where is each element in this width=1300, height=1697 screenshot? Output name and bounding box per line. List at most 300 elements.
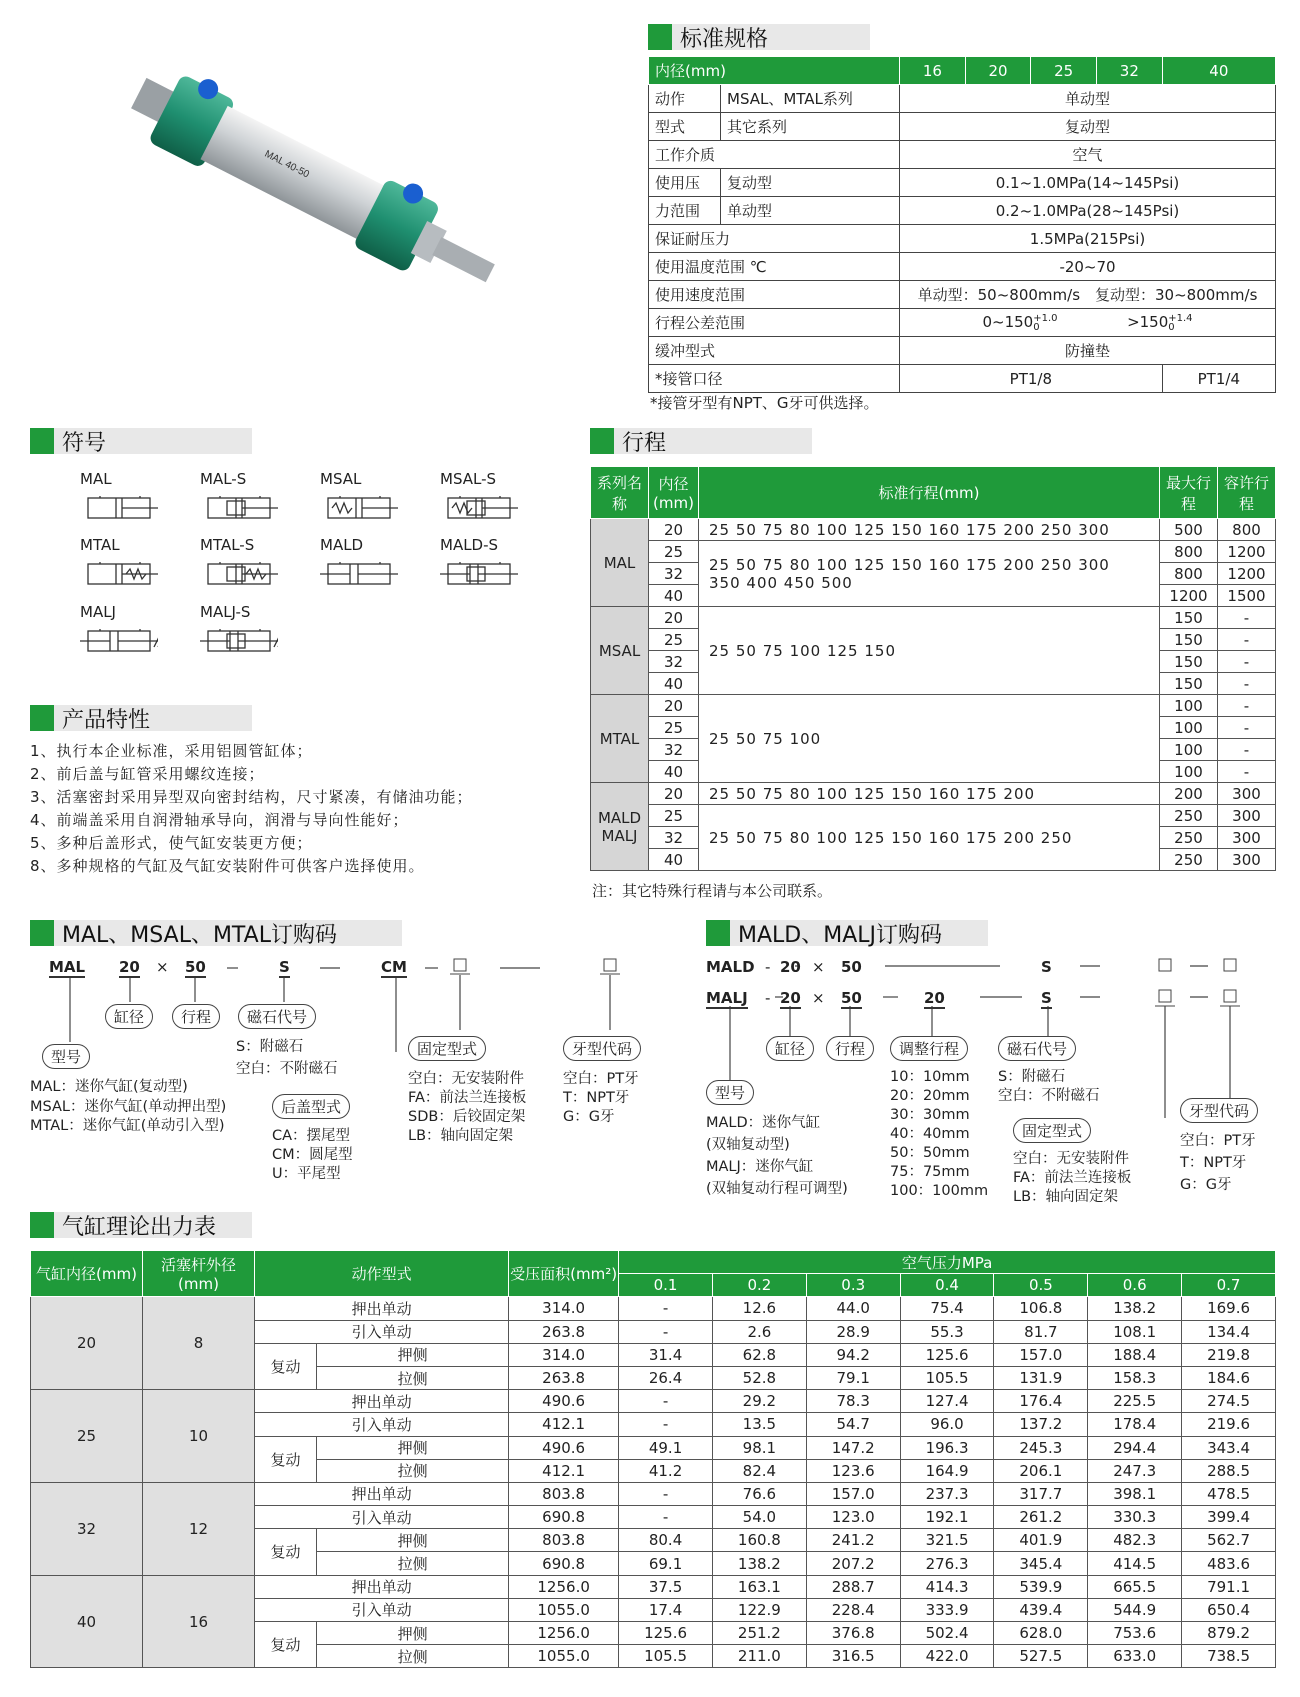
force-action: 引入单动: [255, 1506, 509, 1529]
force-action: 复动: [255, 1436, 317, 1482]
force-value: 539.9: [994, 1575, 1088, 1598]
stroke-bore: 32: [649, 563, 699, 585]
force-bore: 20: [31, 1297, 143, 1390]
stroke-bore: 32: [649, 651, 699, 673]
order1-stroke-oval: 行程: [172, 1004, 220, 1029]
order1-mag-oval: 磁石代号: [238, 1004, 316, 1029]
force-value: 422.0: [900, 1645, 994, 1668]
force-value: 147.2: [806, 1436, 900, 1459]
list-item: MALJ：迷你气缸: [706, 1159, 814, 1175]
stroke-allow: -: [1218, 673, 1276, 695]
order1-code-s: S: [279, 958, 290, 976]
features-section-header: [30, 705, 252, 731]
force-value: 803.8: [509, 1529, 619, 1552]
force-pressure: 0.4: [900, 1274, 994, 1297]
force-value: 81.7: [994, 1320, 1088, 1343]
force-bore: 40: [31, 1575, 143, 1668]
force-value: 105.5: [619, 1645, 713, 1668]
stroke-standard: [699, 805, 1160, 871]
force-value: 241.2: [806, 1529, 900, 1552]
force-value: -: [619, 1297, 713, 1320]
force-value: 31.4: [619, 1343, 713, 1366]
force-h-pressure: 空气压力MPa: [619, 1251, 1276, 1274]
pressure-label: 使用压: [649, 169, 721, 197]
force-action: 押出单动: [255, 1482, 509, 1505]
force-value: 345.4: [994, 1552, 1088, 1575]
tol-b-sup: +1.4: [1168, 312, 1193, 324]
force-value: 237.3: [900, 1482, 994, 1505]
stroke-allow: 300: [1218, 827, 1276, 849]
symbol-label: MSAL-S: [440, 470, 497, 488]
force-h-bore: 气缸内径(mm): [31, 1251, 143, 1297]
green-marker-icon: [706, 920, 730, 946]
force-value: -: [619, 1320, 713, 1343]
stroke-series-name: MALD MALJ: [591, 783, 649, 871]
force-value: 316.5: [806, 1645, 900, 1668]
feature-item: 5、多种后盖形式，使气缸安装更方便；: [30, 834, 313, 852]
cylinder-symbol-icon: [440, 492, 518, 522]
force-value: 169.6: [1182, 1297, 1276, 1320]
list-item: MALD：迷你气缸: [706, 1115, 821, 1131]
stroke-bore: 25: [649, 717, 699, 739]
stroke-allow: -: [1218, 739, 1276, 761]
force-value: 196.3: [900, 1436, 994, 1459]
stroke-allow: 300: [1218, 783, 1276, 805]
symbol-label: MALD: [320, 536, 364, 554]
tol-a: 0~150: [982, 313, 1034, 332]
force-value: 791.1: [1182, 1575, 1276, 1598]
force-value: 690.8: [509, 1552, 619, 1575]
force-pressure: 0.1: [619, 1274, 713, 1297]
order2-stroke-oval: 行程: [826, 1036, 874, 1061]
green-marker-icon: [30, 705, 54, 731]
force-value: 261.2: [994, 1506, 1088, 1529]
order2-code2-model: MALJ: [706, 989, 748, 1007]
list-item: (双轴复动型): [706, 1137, 790, 1153]
order1-code-cm: CM: [381, 958, 407, 976]
stroke-standard: 25 50 75 100: [699, 695, 1160, 783]
list-item: 10：10mm: [890, 1069, 970, 1085]
medium-value: 空气: [900, 141, 1276, 169]
force-value: 219.8: [1182, 1343, 1276, 1366]
force-value: 125.6: [900, 1343, 994, 1366]
order1-fix-lb: LB：轴向固定架: [408, 1128, 514, 1144]
product-label: MAL 40-50: [262, 148, 311, 181]
stroke-h-bore: 内径(mm): [649, 467, 699, 519]
spec-section-header: [648, 24, 870, 50]
cylinder-symbol-icon: [200, 558, 278, 588]
tol-a-sub: 0: [1033, 321, 1040, 333]
proof-label: 保证耐压力: [649, 225, 900, 253]
stroke-max: 200: [1160, 783, 1218, 805]
green-marker-icon: [30, 920, 54, 946]
order1-thread-oval: 牙型代码: [563, 1036, 641, 1061]
stroke-max: 250: [1160, 849, 1218, 871]
force-value: 75.4: [900, 1297, 994, 1320]
cushion-value: 防撞垫: [900, 337, 1276, 365]
force-value: 2.6: [712, 1320, 806, 1343]
force-value: 314.0: [509, 1343, 619, 1366]
spec-note: *接管牙型有NPT、G牙可供选择。: [650, 394, 879, 412]
order1-fix-oval: 固定型式: [408, 1036, 486, 1061]
pressure-label-2: 力范围: [649, 197, 721, 225]
force-value: 69.1: [619, 1552, 713, 1575]
order2-mag-s: S：附磁石: [998, 1069, 1066, 1085]
order2-adj-oval: 调整行程: [890, 1036, 968, 1061]
force-value: 54.0: [712, 1506, 806, 1529]
stroke-max: 500: [1160, 519, 1218, 541]
tol-b: >150: [1127, 313, 1169, 332]
list-item: (双轴复动行程可调型): [706, 1181, 848, 1197]
force-value: -: [619, 1482, 713, 1505]
order1-th-pt: 空白：PT牙: [563, 1071, 639, 1087]
cylinder-product-image: [100, 70, 540, 330]
stroke-standard-line: 25 50 75 80 100 125 150 160 175 200: [709, 784, 1036, 803]
force-value: 29.2: [712, 1390, 806, 1413]
force-value: 41.2: [619, 1459, 713, 1482]
stroke-max: 100: [1160, 695, 1218, 717]
port-label: *接管口径: [649, 365, 900, 393]
symbols-title: 符号: [62, 430, 107, 456]
force-value: 343.4: [1182, 1436, 1276, 1459]
force-value: 127.4: [900, 1390, 994, 1413]
force-value: 94.2: [806, 1343, 900, 1366]
list-item: 50：50mm: [890, 1145, 970, 1161]
order2-code2-adj: 20: [924, 989, 945, 1007]
force-value: 207.2: [806, 1552, 900, 1575]
order1-type-mtal: MTAL：迷你气缸(单动引入型): [30, 1118, 225, 1134]
force-value: 122.9: [712, 1598, 806, 1621]
bore-16: 16: [900, 57, 966, 85]
feature-item: 1、执行本企业标准，采用铝圆管缸体；: [30, 742, 313, 760]
order2-mag-oval: 磁石代号: [998, 1036, 1076, 1061]
force-value: 138.2: [712, 1552, 806, 1575]
force-value: 44.0: [806, 1297, 900, 1320]
stroke-standard: 25 50 75 100 125 150: [699, 607, 1160, 695]
order1-th-g: G：G牙: [563, 1109, 615, 1125]
order1-fix-blank: 空白：无安装附件: [408, 1071, 524, 1087]
green-marker-icon: [30, 428, 54, 454]
force-side: 拉侧: [317, 1552, 509, 1575]
force-value: 399.4: [1182, 1506, 1276, 1529]
stroke-allow: 300: [1218, 849, 1276, 871]
tolerance-value: [900, 309, 1276, 337]
feature-item: 3、活塞密封采用异型双向密封结构，尺寸紧凑，有储油功能；: [30, 788, 473, 806]
stroke-max: 150: [1160, 673, 1218, 695]
force-bore: 32: [31, 1482, 143, 1575]
green-marker-icon: [30, 1212, 54, 1238]
force-value: 245.3: [994, 1436, 1088, 1459]
stroke-bore: 40: [649, 849, 699, 871]
force-value: 544.9: [1088, 1598, 1182, 1621]
stroke-max: 100: [1160, 717, 1218, 739]
msal-value: 单动型: [900, 85, 1276, 113]
action-label-2: 型式: [649, 113, 721, 141]
list-item: 40：40mm: [890, 1126, 970, 1142]
force-value: 690.8: [509, 1506, 619, 1529]
stroke-max: 150: [1160, 629, 1218, 651]
force-value: 879.2: [1182, 1622, 1276, 1645]
force-value: 502.4: [900, 1622, 994, 1645]
stroke-bore: 32: [649, 739, 699, 761]
list-item: 空白：PT牙: [1180, 1133, 1256, 1149]
force-pressure: 0.6: [1088, 1274, 1182, 1297]
pressure-single-value: 0.2~1.0MPa(28~145Psi): [900, 197, 1276, 225]
stroke-standard-line: 25 50 75 80 100 125 150 160 175 200 250 300: [709, 555, 1110, 574]
order1-mag-none: 空白：不附磁石: [236, 1061, 338, 1077]
force-value: 79.1: [806, 1366, 900, 1389]
order1-code-x: ×: [156, 958, 169, 976]
symbol-label: MTAL-S: [200, 536, 255, 554]
stroke-bore: 25: [649, 805, 699, 827]
stroke-standard-line: 350 400 450 500: [709, 573, 853, 592]
force-value: 80.4: [619, 1529, 713, 1552]
stroke-max: 250: [1160, 827, 1218, 849]
stroke-bore: 20: [649, 607, 699, 629]
order1-rear-u: U：平尾型: [272, 1166, 341, 1182]
force-value: 134.4: [1182, 1320, 1276, 1343]
order1-section-header: [30, 920, 402, 946]
force-value: 26.4: [619, 1366, 713, 1389]
list-item: 75：75mm: [890, 1164, 970, 1180]
tol-a-sup: +1.0: [1033, 312, 1058, 324]
speed-label: 使用速度范围: [649, 281, 900, 309]
order2-section-header: [706, 920, 988, 946]
cylinder-symbol-icon: [200, 492, 278, 522]
force-value: 483.6: [1182, 1552, 1276, 1575]
list-item: LB：轴向固定架: [1013, 1189, 1119, 1205]
order1-th-npt: T：NPT牙: [563, 1090, 630, 1106]
force-value: 17.4: [619, 1598, 713, 1621]
force-value: 225.5: [1088, 1390, 1182, 1413]
force-action: 复动: [255, 1343, 317, 1389]
force-action: 押出单动: [255, 1297, 509, 1320]
symbol-label: MAL: [80, 470, 112, 488]
temp-value: -20~70: [900, 253, 1276, 281]
force-value: 753.6: [1088, 1622, 1182, 1645]
stroke-series-name: MTAL: [591, 695, 649, 783]
bore-header: 内径(mm): [649, 57, 900, 85]
tol-a-limits: [1033, 314, 1057, 332]
list-item: 20：20mm: [890, 1088, 970, 1104]
stroke-max: 150: [1160, 607, 1218, 629]
force-value: 317.7: [994, 1482, 1088, 1505]
stroke-bore: 32: [649, 827, 699, 849]
order1-fix-sdb: SDB：后铰固定架: [408, 1109, 526, 1125]
force-rod: 16: [143, 1575, 255, 1668]
force-action: 押出单动: [255, 1575, 509, 1598]
force-value: 439.4: [994, 1598, 1088, 1621]
force-value: 157.0: [806, 1482, 900, 1505]
stroke-allow: -: [1218, 651, 1276, 673]
force-value: 78.3: [806, 1390, 900, 1413]
force-value: 1055.0: [509, 1598, 619, 1621]
cushion-label: 缓冲型式: [649, 337, 900, 365]
force-value: 76.6: [712, 1482, 806, 1505]
order1-rear-ca: CA：摆尾型: [272, 1128, 351, 1144]
symbol-label: MALJ: [80, 603, 116, 621]
spec-table: [648, 56, 1276, 393]
stroke-bore: 25: [649, 541, 699, 563]
force-value: 288.5: [1182, 1459, 1276, 1482]
force-value: 108.1: [1088, 1320, 1182, 1343]
force-value: 321.5: [900, 1529, 994, 1552]
feature-item: 2、前后盖与缸管采用螺纹连接；: [30, 765, 265, 783]
other-label: 其它系列: [721, 113, 900, 141]
force-value: 294.4: [1088, 1436, 1182, 1459]
force-value: 1256.0: [509, 1622, 619, 1645]
medium-label: 工作介质: [649, 141, 900, 169]
stroke-series-name: MSAL: [591, 607, 649, 695]
force-value: 206.1: [994, 1459, 1088, 1482]
force-value: 98.1: [712, 1436, 806, 1459]
force-value: 276.3: [900, 1552, 994, 1575]
list-item: T：NPT牙: [1180, 1155, 1247, 1171]
feature-item: 8、多种规格的气缸及气缸安装附件可供客户选择使用。: [30, 857, 425, 875]
force-h-action: 动作型式: [255, 1251, 509, 1297]
port-b-value: PT1/4: [1162, 365, 1275, 393]
order1-type-oval: 型号: [42, 1044, 90, 1069]
force-value: 414.3: [900, 1575, 994, 1598]
order2-bore-oval: 缸径: [766, 1036, 814, 1061]
force-action: 引入单动: [255, 1320, 509, 1343]
stroke-allow: 800: [1218, 519, 1276, 541]
symbol-label: MAL-S: [200, 470, 247, 488]
feature-item: 4、前端盖采用自润滑轴承导向，润滑与导向性能好；: [30, 811, 409, 829]
stroke-bore: 40: [649, 761, 699, 783]
symbol-label: MTAL: [80, 536, 120, 554]
force-value: 157.0: [994, 1343, 1088, 1366]
stroke-bore: 20: [649, 695, 699, 717]
order2-code1-x: ×: [812, 958, 825, 976]
list-item: 100：100mm: [890, 1183, 989, 1199]
force-value: 482.3: [1088, 1529, 1182, 1552]
force-section-header: [30, 1212, 252, 1238]
force-value: 650.4: [1182, 1598, 1276, 1621]
tolerance-label: 行程公差范围: [649, 309, 900, 337]
green-marker-icon: [590, 428, 614, 454]
force-value: 164.9: [900, 1459, 994, 1482]
stroke-allow: 1500: [1218, 585, 1276, 607]
force-value: 401.9: [994, 1529, 1088, 1552]
force-value: 137.2: [994, 1413, 1088, 1436]
stroke-max: 100: [1160, 739, 1218, 761]
force-value: 52.8: [712, 1366, 806, 1389]
force-pressure: 0.5: [994, 1274, 1088, 1297]
features-list: [30, 740, 473, 878]
pressure-double-value: 0.1~1.0MPa(14~145Psi): [900, 169, 1276, 197]
force-action: 复动: [255, 1622, 317, 1668]
pressure-single-label: 单动型: [721, 197, 900, 225]
tol-b-sub: 0: [1168, 321, 1175, 333]
force-value: 1055.0: [509, 1645, 619, 1668]
force-value: 105.5: [900, 1366, 994, 1389]
stroke-max: 100: [1160, 761, 1218, 783]
stroke-h-allow: 容许行程: [1218, 467, 1276, 519]
bore-32: 32: [1097, 57, 1163, 85]
order1-mag-s: S：附磁石: [236, 1039, 304, 1055]
stroke-allow: -: [1218, 695, 1276, 717]
force-value: 96.0: [900, 1413, 994, 1436]
stroke-bore: 25: [649, 629, 699, 651]
stroke-h-series: 系列名称: [591, 467, 649, 519]
force-action: 引入单动: [255, 1413, 509, 1436]
stroke-max: 800: [1160, 563, 1218, 585]
force-side: 拉侧: [317, 1645, 509, 1668]
force-value: 49.1: [619, 1436, 713, 1459]
force-value: 263.8: [509, 1320, 619, 1343]
force-value: 160.8: [712, 1529, 806, 1552]
force-value: 665.5: [1088, 1575, 1182, 1598]
pressure-double-label: 复动型: [721, 169, 900, 197]
order2-type-oval: 型号: [706, 1080, 754, 1105]
cylinder-symbol-icon: [80, 625, 158, 655]
list-item: G：G牙: [1180, 1177, 1232, 1193]
stroke-bore: 40: [649, 673, 699, 695]
force-value: 314.0: [509, 1297, 619, 1320]
force-value: 12.6: [712, 1297, 806, 1320]
force-value: 106.8: [994, 1297, 1088, 1320]
stroke-allow: -: [1218, 629, 1276, 651]
force-value: 228.4: [806, 1598, 900, 1621]
port-a-value: PT1/8: [900, 365, 1163, 393]
stroke-bore: 40: [649, 585, 699, 607]
cylinder-symbol-icon: [200, 625, 278, 655]
order1-title: MAL、MSAL、MTAL订购码: [62, 922, 337, 948]
force-value: 251.2: [712, 1622, 806, 1645]
force-value: 131.9: [994, 1366, 1088, 1389]
stroke-max: 250: [1160, 805, 1218, 827]
force-value: 398.1: [1088, 1482, 1182, 1505]
cylinder-symbol-icon: [80, 558, 158, 588]
stroke-allow: 1200: [1218, 541, 1276, 563]
features-title: 产品特性: [62, 707, 151, 733]
force-table: [30, 1250, 1276, 1668]
force-value: 562.7: [1182, 1529, 1276, 1552]
force-value: 123.0: [806, 1506, 900, 1529]
order2-code1-model: MALD: [706, 958, 755, 976]
force-value: 178.4: [1088, 1413, 1182, 1436]
force-value: 628.0: [994, 1622, 1088, 1645]
force-value: 62.8: [712, 1343, 806, 1366]
symbol-label: MALJ-S: [200, 603, 251, 621]
force-bore: 25: [31, 1390, 143, 1483]
cylinder-symbol-icon: [320, 492, 398, 522]
force-value: 412.1: [509, 1459, 619, 1482]
cylinder-symbol-icon: [320, 558, 398, 588]
stroke-series-name: MAL: [591, 519, 649, 607]
force-side: 押侧: [317, 1622, 509, 1645]
speed-value: 单动型：50~800mm/s 复动型：30~800mm/s: [900, 281, 1276, 309]
cylinder-symbol-icon: [80, 492, 158, 522]
stroke-allow: -: [1218, 761, 1276, 783]
force-value: 478.5: [1182, 1482, 1276, 1505]
stroke-bore: 20: [649, 783, 699, 805]
force-value: 247.3: [1088, 1459, 1182, 1482]
force-value: 288.7: [806, 1575, 900, 1598]
force-value: 414.5: [1088, 1552, 1182, 1575]
bore-20: 20: [965, 57, 1031, 85]
force-value: 54.7: [806, 1413, 900, 1436]
force-pressure: 0.3: [806, 1274, 900, 1297]
force-value: 211.0: [712, 1645, 806, 1668]
force-pressure: 0.7: [1182, 1274, 1276, 1297]
stroke-standard-line: 25 50 75 80 100 125 150 160 175 200 250 300: [709, 520, 1110, 539]
stroke-allow: -: [1218, 717, 1276, 739]
stroke-table: [590, 466, 1276, 871]
bore-25: 25: [1031, 57, 1097, 85]
force-title: 气缸理论出力表: [62, 1214, 217, 1240]
